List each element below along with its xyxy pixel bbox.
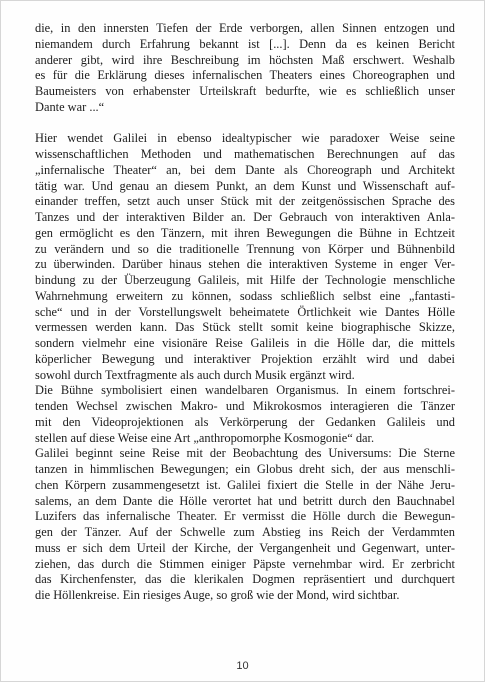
paragraph-gap	[35, 116, 455, 132]
text-line: Tanzes und der interaktiven Bilder an. Der Gebrauch von interaktiven Anla-	[35, 210, 455, 224]
text-line: tanzen in himmlischen Bewegungen; ein Globus dreht sich, der aus menschli-	[35, 462, 455, 476]
paragraph-galilei-methods	[35, 131, 455, 383]
text-line: Dante war ...“	[35, 99, 105, 114]
text-line: Hier wendet Galilei in ebenso idealtypischer wie paradoxer Weise seine	[35, 131, 455, 146]
paragraph-dante-quote	[35, 21, 455, 116]
text-line: tätig war. Und genau an diesem Punkt, an dem Kunst und Wissenschaft auf-	[35, 178, 455, 193]
text-line: vermessen werden kann. Das Stück stellt somit keine biographische Skizze,	[35, 320, 455, 335]
text-line: Galilei beginnt seine Reise mit der Beobachtung des Universums: Die Sterne	[35, 446, 455, 461]
paragraph-galilei-journey	[35, 446, 455, 604]
text-line: Wahrnehmung erweitern zu können, sodass schließlich selbst eine „fantasti-	[35, 288, 455, 303]
text-line: zu überwinden. Darüber hinaus stehen die interaktiven Systeme in enger Ver-	[35, 257, 455, 272]
text-line: Baumeisters von erhabenster Urteilskraft bedurfte, wie es schließlich unser	[35, 84, 455, 98]
text-line: die, in den innersten Tiefen der Erde verborgen, allen Sinnen entzogen und	[35, 21, 455, 35]
text-line: die Höllenkreise. Ein riesiges Auge, so groß wie der Mond, wird sichtbar.	[35, 588, 400, 602]
text-line: ziehen, das durch die Stimmen einiger Päpste vernehmbar wird. Er zerbricht	[35, 556, 455, 571]
text-line: einander treffen, setzt auch unser Stück mit der zeitgenössischen Sprache des	[35, 194, 455, 209]
body-text	[35, 21, 455, 604]
text-line: köperlicher Bewegung und interaktiver Projektion erzählt wird und dabei	[35, 351, 455, 366]
text-line: anderer gibt, wird ihre Beschreibung im höchsten Maß erschwert. Weshalb	[35, 52, 455, 67]
text-line: salems, an dem Dante die Hölle verortet hat und betritt durch den Bauchnabel	[35, 493, 455, 508]
text-line: sche“ und in der Vorstellungswelt beheimatete Örtlichkeit wie Dantes Hölle	[35, 304, 455, 319]
text-line: das Kirchenfenster, das die klerikalen Dogmen repräsentiert und durchquert	[35, 572, 455, 587]
text-line: Die Bühne symbolisiert einen wandelbaren Organismus. In einem fortschrei-	[35, 383, 455, 398]
text-line: mit den Videoprojektionen als Verkörperung der Gedanken Galileis und	[35, 414, 455, 429]
text-line: sowohl durch Textfragmente als auch durch Musik ergänzt wird.	[35, 367, 355, 382]
text-line: wissenschaftlichen Methoden und mathematischen Berechnungen auf das	[35, 147, 455, 161]
text-line: Luzifers das infernalische Theater. Er vermisst die Hölle durch die Bewegun-	[35, 509, 455, 524]
text-line: stellen auf diese Weise eine Art „anthropomorphe Kosmogonie“ dar.	[35, 430, 375, 445]
text-line: zu verändern und so die traditionelle Trennung von Körper und Bühnenbild	[35, 241, 455, 256]
text-line: niemandem durch Erfahrung bekannt ist [...]. Denn da es keinen Bericht	[35, 36, 455, 51]
text-line: bindung zu der Überzeugung Galileis, mit Hilfe der Technologie menschliche	[35, 273, 455, 287]
page-number: 10	[236, 660, 249, 672]
text-line: muss er sich dem Urteil der Kirche, der Vergangenheit und Gegenwart, unter-	[35, 540, 455, 555]
text-line: tenden Wechsel zwischen Makro- und Mikrokosmos interagieren die Tänzer	[35, 399, 455, 413]
text-line: „infernalische Theater“ an, bei dem Dante als Choreograph und Architekt	[35, 162, 455, 177]
text-line: gen der Tänzer. Auf der Schwelle zum Abstieg ins Reich der Verdammten	[35, 525, 455, 539]
text-line: gen ermöglicht es den Tänzern, mit ihren Bewegungen die Bühne in Echtzeit	[35, 225, 455, 240]
text-line: es für die Erklärung dieses infernalischen Theaters eines Choreographen und	[35, 68, 455, 83]
text-line: sondern vielmehr eine visionäre Reise Galileis in die Hölle dar, die mittels	[35, 336, 455, 350]
paragraph-stage	[35, 383, 455, 446]
text-line: chen Körpern zusammengesetzt ist. Galilei fixiert die Stelle in der Nähe Jeru-	[35, 477, 455, 492]
